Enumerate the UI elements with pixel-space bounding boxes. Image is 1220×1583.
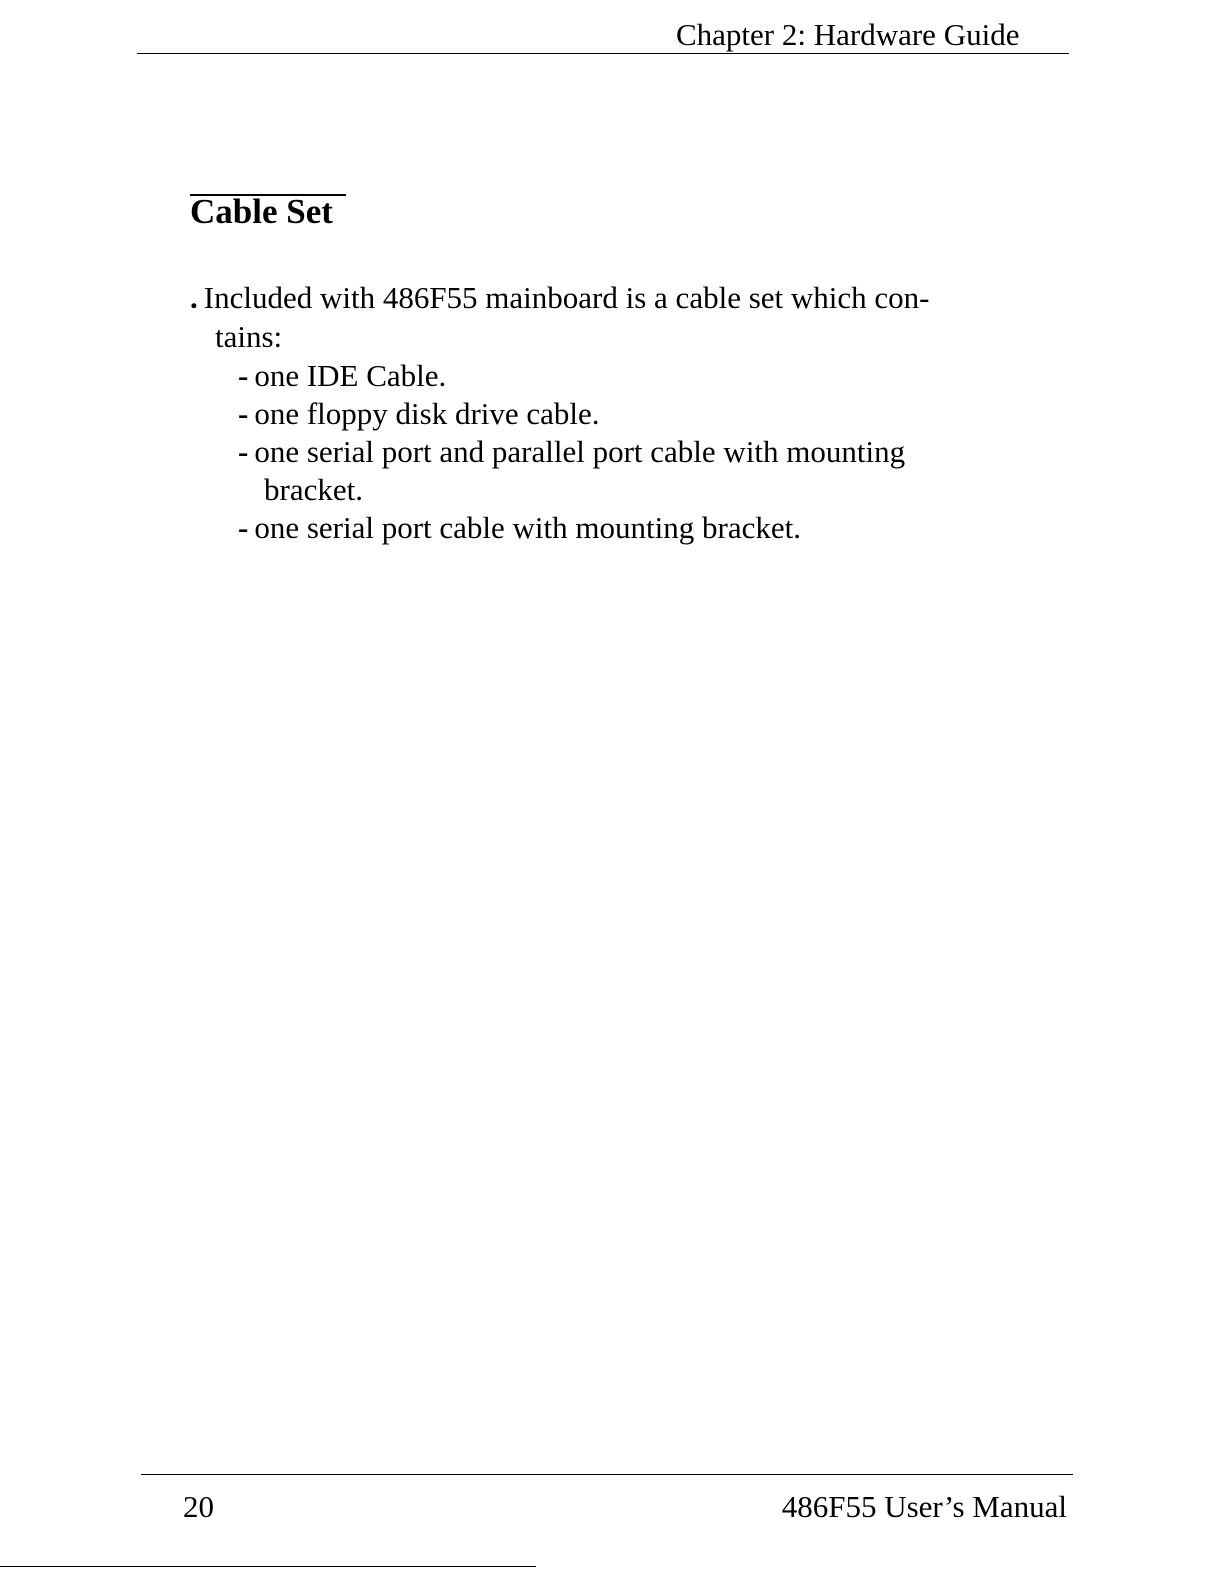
- dash-marker: -: [238, 434, 249, 469]
- list-item-continuation: bracket.: [264, 472, 363, 507]
- scan-edge-line: [0, 1566, 536, 1567]
- header-divider: [137, 53, 1069, 54]
- list-item: [238, 509, 801, 547]
- intro-text: Included with 486F55 mainboard is a cable set which con-: [203, 280, 930, 315]
- dash-marker: -: [238, 358, 249, 393]
- footer-divider: [141, 1474, 1073, 1475]
- intro-paragraph: [190, 279, 929, 317]
- list-item-text: one serial port cable with mounting bracket.: [254, 510, 801, 545]
- page-number: 20: [183, 1489, 214, 1524]
- list-item: [238, 357, 446, 395]
- bullet-marker: .: [190, 280, 198, 315]
- list-item-text: one floppy disk drive cable.: [254, 396, 600, 431]
- list-item: [238, 433, 905, 471]
- manual-title: 486F55 User’s Manual: [781, 1489, 1067, 1524]
- intro-continuation: tains:: [215, 319, 283, 354]
- dash-marker: -: [238, 510, 249, 545]
- list-item-text: one serial port and parallel port cable with mounting: [254, 434, 906, 469]
- chapter-title: Chapter 2: Hardware Guide: [676, 17, 1020, 52]
- dash-marker: -: [238, 396, 249, 431]
- list-item-text: one IDE Cable.: [254, 358, 447, 393]
- list-item: [238, 395, 600, 433]
- section-heading: Cable Set: [190, 192, 333, 231]
